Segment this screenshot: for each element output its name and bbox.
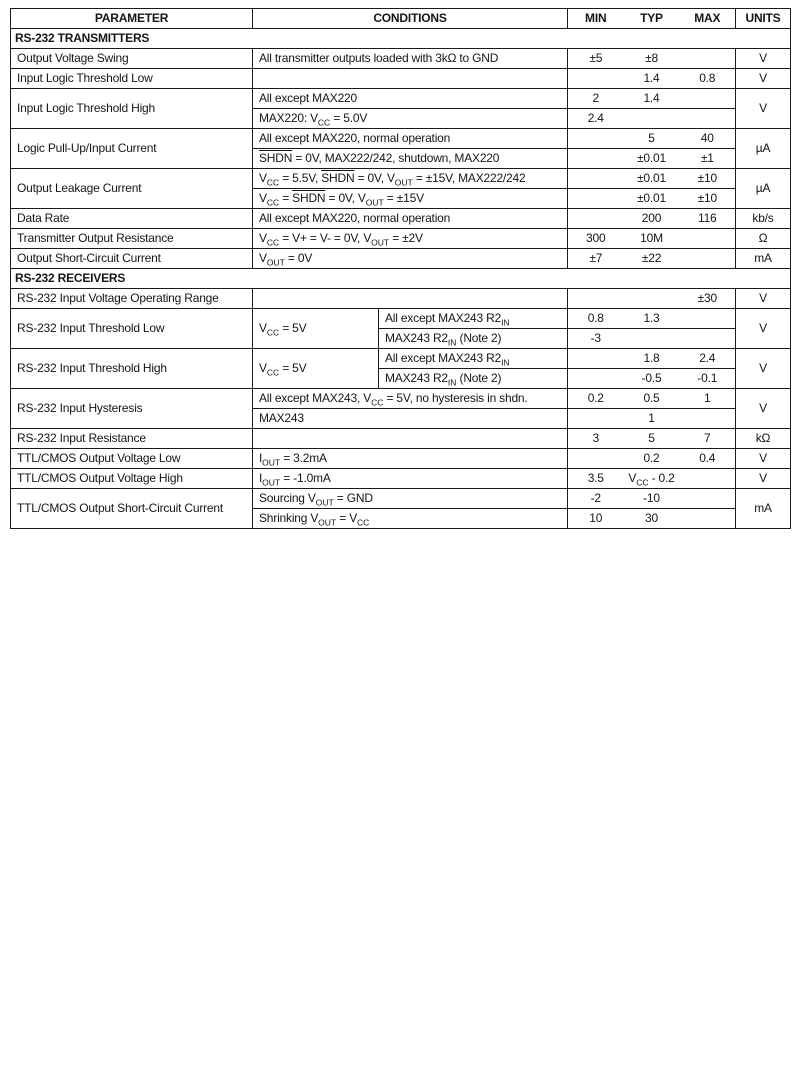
conditions-sub-cell: MAX243 $R2_{IN}$ (Note 2) [379, 329, 568, 349]
max-value [680, 249, 736, 269]
max-value [680, 469, 736, 489]
min-value: 0.2 [568, 389, 624, 409]
typ-value [624, 329, 680, 349]
min-value [568, 449, 624, 469]
typ-value: ±22 [624, 249, 680, 269]
column-header-units: UNITS [736, 9, 791, 29]
conditions-cell: $V_{OUT} = 0V$ [253, 249, 568, 269]
section-header-transmitters: RS-232 TRANSMITTERS [11, 29, 791, 49]
conditions-cell: $V_{CC}$ = SHDN = 0V, $V_{OUT} = \pm 15V$ [253, 189, 568, 209]
min-value: 10 [568, 509, 624, 529]
units-cell: mA [736, 489, 791, 529]
units-cell: V [736, 449, 791, 469]
min-value: 2 [568, 89, 624, 109]
typ-value: ±0.01 [624, 169, 680, 189]
min-value [568, 69, 624, 89]
conditions-cell: MAX243 [253, 409, 568, 429]
units-cell: V [736, 469, 791, 489]
parameter-cell: Transmitter Output Resistance [11, 229, 253, 249]
column-header-parameter: PARAMETER [11, 9, 253, 29]
conditions-cell: Shrinking $V_{OUT} = V_{CC}$ [253, 509, 568, 529]
table-row [11, 169, 791, 189]
parameter-cell: Output Voltage Swing [11, 49, 253, 69]
section-header-receivers: RS-232 RECEIVERS [11, 269, 791, 289]
units-cell: V [736, 309, 791, 349]
section-row [11, 269, 791, 289]
units-cell: µA [736, 129, 791, 169]
max-value [680, 109, 736, 129]
conditions-sub-cell: All except MAX243 $R2_{IN}$ [379, 309, 568, 329]
units-cell: mA [736, 249, 791, 269]
conditions-cell: $I_{OUT} = -1.0mA$ [253, 469, 568, 489]
parameter-cell: RS-232 Input Resistance [11, 429, 253, 449]
parameter-cell: RS-232 Input Voltage Operating Range [11, 289, 253, 309]
conditions-cell [253, 429, 568, 449]
electrical-characteristics-table [10, 8, 791, 529]
min-value: 3.5 [568, 469, 624, 489]
conditions-cell: All except MAX220 [253, 89, 568, 109]
section-row [11, 29, 791, 49]
units-cell: Ω [736, 229, 791, 249]
typ-value: 5 [624, 129, 680, 149]
typ-value: 1.8 [624, 349, 680, 369]
typ-value: 0.2 [624, 449, 680, 469]
units-cell: V [736, 289, 791, 309]
parameter-cell: Input Logic Threshold Low [11, 69, 253, 89]
column-header-typ: TYP [624, 9, 680, 29]
table-row [11, 389, 791, 409]
conditions-cell [253, 69, 568, 89]
table-row [11, 69, 791, 89]
parameter-cell: Input Logic Threshold High [11, 89, 253, 129]
typ-value: -10 [624, 489, 680, 509]
max-value [680, 89, 736, 109]
typ-value: -0.5 [624, 369, 680, 389]
typ-value [624, 109, 680, 129]
min-value: 300 [568, 229, 624, 249]
units-cell: V [736, 49, 791, 69]
min-value: 0.8 [568, 309, 624, 329]
column-header-min: MIN [568, 9, 624, 29]
conditions-cell: MAX220: $V_{CC} = 5.0V$ [253, 109, 568, 129]
max-value [680, 329, 736, 349]
table-row [11, 129, 791, 149]
min-value [568, 369, 624, 389]
conditions-cell: All except MAX220, normal operation [253, 129, 568, 149]
max-value: ±10 [680, 189, 736, 209]
column-header-max: MAX [680, 9, 736, 29]
table-row [11, 209, 791, 229]
min-value: 2.4 [568, 109, 624, 129]
units-cell: V [736, 349, 791, 389]
merged-value: 1 [568, 409, 736, 429]
min-value [568, 149, 624, 169]
typ-value: 10M [624, 229, 680, 249]
units-cell: V [736, 69, 791, 89]
conditions-cell: $V_{CC} = 5.5V$, SHDN = 0V, $V_{OUT} = \pm 15V$, MAX222/242 [253, 169, 568, 189]
parameter-cell: RS-232 Input Threshold High [11, 349, 253, 389]
conditions-cell: Sourcing $V_{OUT}$ = GND [253, 489, 568, 509]
min-value [568, 209, 624, 229]
min-value [568, 349, 624, 369]
parameter-cell: TTL/CMOS Output Short-Circuit Current [11, 489, 253, 529]
min-value: ±5 [568, 49, 624, 69]
conditions-cell: All except MAX243, $V_{CC} = 5V$, no hysteresis in shdn. [253, 389, 568, 409]
max-value: -0.1 [680, 369, 736, 389]
max-value [680, 229, 736, 249]
max-value [680, 49, 736, 69]
conditions-sub-cell: MAX243 $R2_{IN}$ (Note 2) [379, 369, 568, 389]
units-cell: kb/s [736, 209, 791, 229]
table-row [11, 229, 791, 249]
typ-value: 1.4 [624, 89, 680, 109]
table-row [11, 289, 791, 309]
conditions-main-cell: $V_{CC} = 5V$ [253, 309, 379, 349]
typ-value: ±0.01 [624, 149, 680, 169]
units-cell: V [736, 89, 791, 129]
min-value: ±7 [568, 249, 624, 269]
column-header-conditions: CONDITIONS [253, 9, 568, 29]
typ-value [624, 289, 680, 309]
max-value: 0.4 [680, 449, 736, 469]
conditions-cell: All transmitter outputs loaded with 3kΩ to GND [253, 49, 568, 69]
max-value [680, 309, 736, 329]
min-value: -2 [568, 489, 624, 509]
min-value: -3 [568, 329, 624, 349]
max-value: 1 [680, 389, 736, 409]
max-value [680, 509, 736, 529]
table-row [11, 469, 791, 489]
parameter-cell: Output Leakage Current [11, 169, 253, 209]
max-value: 40 [680, 129, 736, 149]
max-value: ±10 [680, 169, 736, 189]
typ-value: 1.3 [624, 309, 680, 329]
table-row [11, 89, 791, 109]
typ-value: 30 [624, 509, 680, 529]
parameter-cell: RS-232 Input Hysteresis [11, 389, 253, 429]
table-row [11, 49, 791, 69]
max-value: 116 [680, 209, 736, 229]
table-row [11, 349, 791, 369]
max-value: 7 [680, 429, 736, 449]
conditions-cell: $I_{OUT} = 3.2mA$ [253, 449, 568, 469]
units-cell: µA [736, 169, 791, 209]
table-row [11, 429, 791, 449]
typ-value: 1.4 [624, 69, 680, 89]
table-row [11, 489, 791, 509]
table-row [11, 249, 791, 269]
conditions-cell: $V_{CC} = V+ = V- = 0V$, $V_{OUT} = \pm 2V$ [253, 229, 568, 249]
max-value: 0.8 [680, 69, 736, 89]
min-value [568, 189, 624, 209]
max-value [680, 489, 736, 509]
max-value: ±1 [680, 149, 736, 169]
typ-value: ±0.01 [624, 189, 680, 209]
min-value: 3 [568, 429, 624, 449]
units-cell: kΩ [736, 429, 791, 449]
typ-value: $V_{CC} - 0.2$ [624, 469, 680, 489]
parameter-cell: TTL/CMOS Output Voltage Low [11, 449, 253, 469]
conditions-main-cell: $V_{CC} = 5V$ [253, 349, 379, 389]
parameter-cell: Output Short-Circuit Current [11, 249, 253, 269]
table-header-row [11, 9, 791, 29]
table-row [11, 449, 791, 469]
parameter-cell: RS-232 Input Threshold Low [11, 309, 253, 349]
parameter-cell: Data Rate [11, 209, 253, 229]
conditions-sub-cell: All except MAX243 $R2_{IN}$ [379, 349, 568, 369]
typ-value: 0.5 [624, 389, 680, 409]
conditions-cell: All except MAX220, normal operation [253, 209, 568, 229]
parameter-cell: TTL/CMOS Output Voltage High [11, 469, 253, 489]
max-value: ±30 [680, 289, 736, 309]
min-value [568, 169, 624, 189]
conditions-cell [253, 289, 568, 309]
min-value [568, 129, 624, 149]
max-value: 2.4 [680, 349, 736, 369]
table-row [11, 309, 791, 329]
typ-value: 5 [624, 429, 680, 449]
parameter-cell: Logic Pull-Up/Input Current [11, 129, 253, 169]
conditions-cell: SHDN = 0V, MAX222/242, shutdown, MAX220 [253, 149, 568, 169]
typ-value: 200 [624, 209, 680, 229]
min-value [568, 289, 624, 309]
typ-value: ±8 [624, 49, 680, 69]
units-cell: V [736, 389, 791, 429]
